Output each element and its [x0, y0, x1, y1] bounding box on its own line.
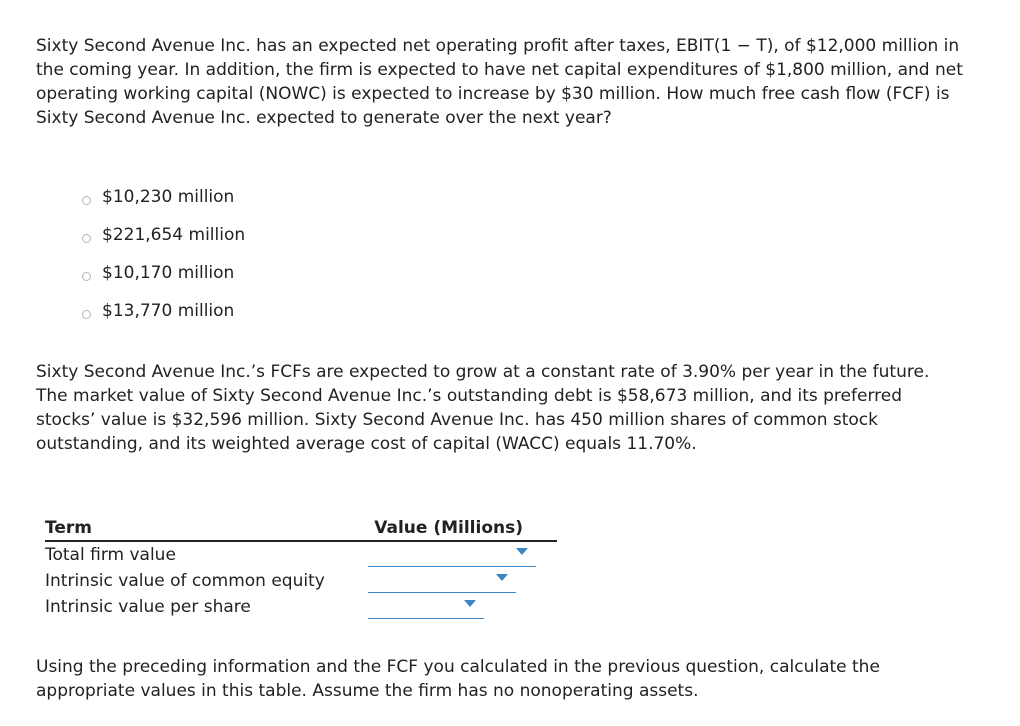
- radio-button[interactable]: [82, 310, 91, 319]
- radio-button[interactable]: [82, 196, 91, 205]
- radio-button[interactable]: [82, 272, 91, 281]
- radio-button[interactable]: [82, 234, 91, 243]
- chevron-down-icon[interactable]: [464, 600, 476, 607]
- question-2-text: Sixty Second Avenue Inc.’s FCFs are expected to grow at a constant rate of 3.90% per year in the future. The market value of Sixty Second Avenue Inc.’s outstanding debt is $58,673 million, and its preferred stocks’ value is $32,596 million. Sixty Second Avenue Inc. has 450 million shares of common stock outstanding, and its weighted average cost of capital (WACC) equals 11.70%.: [36, 362, 930, 454]
- question-1-text: Sixty Second Avenue Inc. has an expected net operating profit after taxes, EBIT(1 − T), of $12,000 million in the coming year. In addition, the firm is expected to have net capital expenditures of $1,800 million, and net operating working capital (NOWC) is expected to increase by $30 million. How much free cash flow (FCF) is Sixty Second Avenue Inc. expected to generate over the next year?: [36, 36, 963, 128]
- value-dropdown[interactable]: [368, 542, 536, 567]
- column-header-term: Term: [45, 518, 92, 538]
- table-row: [45, 542, 557, 568]
- chevron-down-icon[interactable]: [516, 548, 528, 555]
- table-header: [45, 516, 557, 542]
- answer-option-label: $10,230 million: [102, 187, 235, 207]
- answer-option-label: $13,770 million: [102, 301, 235, 321]
- answer-option-label: $10,170 million: [102, 263, 235, 283]
- value-dropdown[interactable]: [368, 568, 516, 593]
- table-row: [45, 568, 557, 594]
- instructions-text: Using the preceding information and the FCF you calculated in the previous question, calculate the appropriate values in this table. Assume the firm has no nonoperating assets.: [36, 657, 880, 701]
- column-header-value: Value (Millions): [374, 518, 523, 538]
- chevron-down-icon[interactable]: [496, 574, 508, 581]
- value-dropdown[interactable]: [368, 594, 484, 619]
- answer-option[interactable]: [82, 254, 245, 292]
- row-term: Intrinsic value per share: [45, 597, 251, 617]
- row-term: Intrinsic value of common equity: [45, 571, 325, 591]
- valuation-table: [45, 516, 557, 620]
- row-term: Total firm value: [45, 545, 176, 565]
- answer-option[interactable]: [82, 178, 245, 216]
- table-row: [45, 594, 557, 620]
- answer-option[interactable]: [82, 216, 245, 254]
- answer-option-label: $221,654 million: [102, 225, 246, 245]
- answer-options: [82, 178, 245, 330]
- answer-option[interactable]: [82, 292, 245, 330]
